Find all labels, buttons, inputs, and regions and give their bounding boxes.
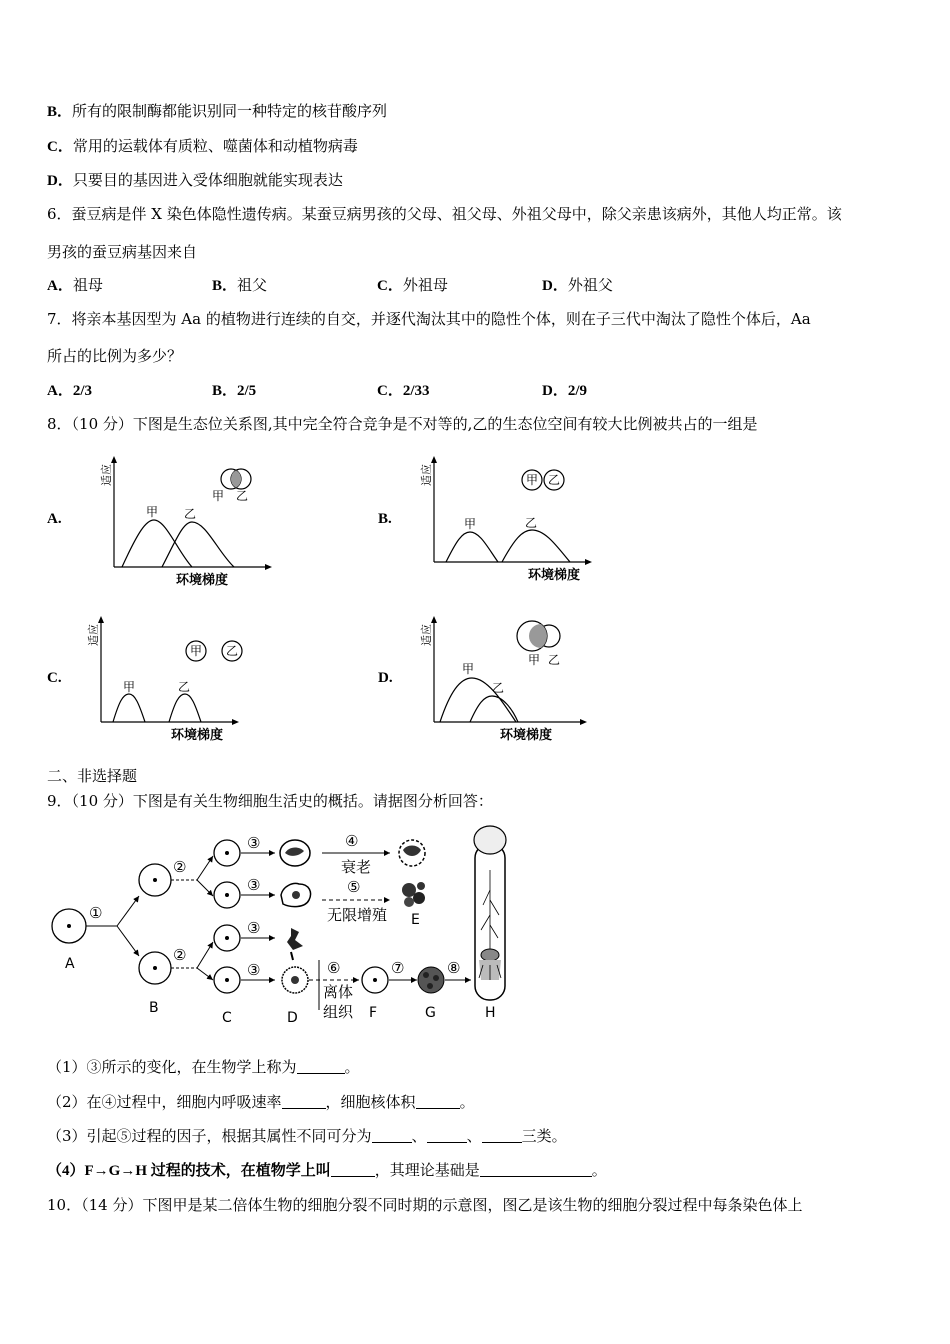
label-g: G	[425, 1005, 436, 1021]
step-1: ①	[89, 904, 103, 922]
chart-a-ylabel: 适应	[100, 464, 113, 486]
chart-c-venn2: 乙	[226, 644, 239, 658]
label-f: F	[369, 1005, 378, 1021]
step-3-row4: ③	[247, 961, 261, 979]
step-8: ⑧	[447, 959, 461, 977]
step-7: ⑦	[391, 959, 405, 977]
q9-stem: 9．（10 分）下图是有关生物细胞生活史的概括。请据图分析回答：	[47, 792, 493, 810]
q6-option-b: B．祖父	[212, 276, 268, 294]
chart-a-venn1: 甲	[212, 489, 225, 503]
answer-blank-2a[interactable]	[282, 1094, 326, 1109]
chart-b-label: B.	[378, 511, 392, 527]
niche-chart-b	[408, 452, 598, 587]
chart-c-label: C.	[47, 670, 62, 686]
proliferation-label: 无限增殖	[327, 906, 388, 924]
section-2-title: 二、非选择题	[47, 767, 138, 785]
chart-b-xlabel: 环境梯度	[528, 568, 581, 583]
label-c: C	[222, 1010, 232, 1026]
q7-option-d: D．2/9	[542, 383, 588, 399]
isolated-label-2: 组织	[323, 1003, 354, 1021]
q9-sub1: （1）③所示的变化，在生物学上称为 。	[47, 1058, 360, 1076]
chart-d-venn2: 乙	[548, 653, 561, 667]
label-a: A	[65, 956, 75, 972]
isolated-label-1: 离体	[323, 983, 354, 1001]
step-4: ④	[345, 832, 359, 850]
step-2-upper: ②	[173, 858, 187, 876]
answer-blank-3b[interactable]	[427, 1128, 467, 1143]
niche-chart-c	[75, 612, 265, 747]
chart-b-ylabel: 适应	[420, 464, 433, 486]
answer-blank-2b[interactable]	[416, 1094, 460, 1109]
step-3-row1: ③	[247, 834, 261, 852]
aging-label: 衰老	[341, 858, 372, 876]
niche-chart-d	[408, 612, 598, 747]
chart-a-label: A.	[47, 511, 62, 527]
step-3-row3: ③	[247, 919, 261, 937]
label-h: H	[485, 1005, 496, 1021]
chart-a-curve1: 甲	[146, 505, 159, 519]
q8-stem: 8．（10 分）下图是生态位关系图,其中完全符合竞争是不对等的,乙的生态位空间有较大比例被共占的一组是	[47, 415, 758, 433]
q9-sub2: （2）在④过程中，细胞内呼吸速率 ，细胞核体积 。	[47, 1093, 475, 1111]
chart-d-label: D.	[378, 670, 393, 686]
step-2-lower: ②	[173, 946, 187, 964]
q7-option-c: C．2/33	[377, 383, 430, 399]
answer-blank-1[interactable]	[297, 1059, 345, 1074]
chart-a-curve2: 乙	[184, 507, 197, 521]
q7-option-a: A．2/3	[47, 383, 93, 399]
chart-d-venn1: 甲	[528, 653, 541, 667]
q9-sub3: （3）引起⑤过程的因子，根据其属性不同可分为 、 、 三类。	[47, 1127, 567, 1145]
q9-sub4: （4）F→G→H 过程的技术，在植物学上叫 ，其理论基础是 。	[47, 1161, 607, 1179]
callus-g	[418, 967, 444, 993]
chart-b-venn2: 乙	[548, 473, 561, 487]
chart-c-ylabel: 适应	[87, 624, 100, 646]
q10-stem: 10．（14 分）下图甲是某二倍体生物的细胞分裂不同时期的示意图，图乙是该生物的细胞分裂过程中每条染色体上	[47, 1196, 803, 1214]
q5-option-b: B．所有的限制酶都能识别同一种特定的核苷酸序列	[47, 102, 388, 120]
answer-blank-3c[interactable]	[482, 1128, 522, 1143]
step-5: ⑤	[347, 878, 361, 896]
q7-stem-line1: 7．将亲本基因型为 Aa 的植物进行连续的自交，并逐代淘汰其中的隐性个体，则在子三代中淘汰了隐性个体后，Aa	[47, 310, 811, 328]
step-3-row2: ③	[247, 876, 261, 894]
chart-d-curve2: 乙	[492, 681, 505, 695]
chart-a-venn2: 乙	[236, 489, 249, 503]
q6-option-d: D．外祖父	[542, 276, 613, 294]
label-e: E	[411, 912, 420, 928]
q7-stem-line2: 所占的比例为多少？	[47, 347, 183, 365]
niche-chart-a	[88, 452, 278, 587]
chart-a-xlabel: 环境梯度	[176, 573, 229, 587]
answer-blank-4b[interactable]	[480, 1162, 592, 1177]
chart-d-xlabel: 环境梯度	[500, 728, 553, 743]
q5-option-d: D．只要目的基因进入受体细胞就能实现表达	[47, 171, 343, 189]
chart-b-curve1: 甲	[464, 517, 477, 531]
q6-option-c: C．外祖母	[377, 276, 448, 294]
label-b: B	[149, 1000, 159, 1016]
cell-life-history-diagram	[47, 820, 527, 1030]
chart-d-ylabel: 适应	[420, 624, 433, 646]
answer-blank-3a[interactable]	[372, 1128, 412, 1143]
chart-b-venn1: 甲	[526, 473, 539, 487]
step-6: ⑥	[327, 959, 341, 977]
q5-option-c: C．常用的运载体有质粒、噬菌体和动植物病毒	[47, 137, 358, 155]
chart-c-xlabel: 环境梯度	[171, 728, 224, 743]
chart-b-curve2: 乙	[525, 516, 538, 530]
chart-c-venn1: 甲	[190, 644, 203, 658]
chart-c-curve2: 乙	[178, 680, 191, 694]
q7-option-b: B．2/5	[212, 383, 257, 399]
chart-d-curve1: 甲	[462, 662, 475, 676]
chart-c-curve1: 甲	[123, 680, 136, 694]
answer-blank-4a[interactable]	[331, 1162, 375, 1177]
q6-stem-line2: 男孩的蚕豆病基因来自	[47, 243, 198, 261]
label-d: D	[287, 1010, 298, 1026]
q6-option-a: A．祖母	[47, 276, 103, 294]
q6-stem-line1: 6．蚕豆病是伴 X 染色体隐性遗传病。某蚕豆病男孩的父母、祖父母、外祖父母中，除父亲患该病外，其他人均正常。该	[47, 205, 842, 223]
